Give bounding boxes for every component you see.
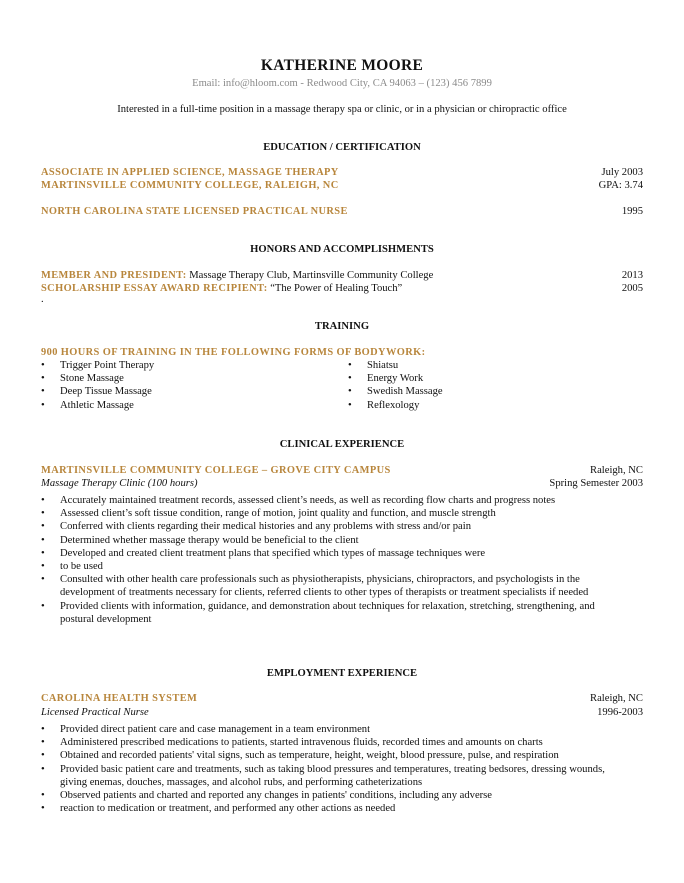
honors-heading: HONORS AND ACCOMPLISHMENTS [250, 244, 434, 255]
employment-date: 1996-2003 [597, 707, 643, 718]
education-license: NORTH CAROLINA STATE LICENSED PRACTICAL NURSE [41, 206, 348, 217]
training-list-left [41, 359, 321, 412]
list-item: • Swedish Massage [348, 385, 628, 398]
contact-line: Email: info@hloom.com - Redwood City, CA 94063 – (123) 456 7899 [192, 78, 492, 89]
list-item: • Provided basic patient care and treatments, such as taking blood pressures and temperatures, treating bedsores, dressing wounds, giving enemas, douches, massages, and alcohol rubs, and performing catheterizations [41, 763, 606, 789]
candidate-name: KATHERINE MOORE [260, 57, 424, 74]
list-item: • Reflexology [348, 399, 628, 412]
honor-text: Massage Therapy Club, Martinsville Community College [186, 270, 434, 281]
list-item: • Deep Tissue Massage [41, 385, 321, 398]
list-item: • to be used [41, 560, 601, 573]
employment-location: Raleigh, NC [590, 693, 643, 704]
training-subheading: 900 HOURS OF TRAINING IN THE FOLLOWING FORMS OF BODYWORK: [41, 347, 426, 358]
employment-heading: EMPLOYMENT EXPERIENCE [266, 668, 418, 679]
clinical-org: MARTINSVILLE COMMUNITY COLLEGE – GROVE CITY CAMPUS [41, 465, 391, 476]
list-item: • Obtained and recorded patients' vital signs, such as temperature, height, weight, blood pressure, pulse, and respiration [41, 749, 606, 762]
list-item: • Determined whether massage therapy would be beneficial to the client [41, 534, 601, 547]
education-heading: EDUCATION / CERTIFICATION [263, 142, 421, 153]
list-item: • Accurately maintained treatment records, assessed client’s needs, as well as recording flow charts and progress notes [41, 494, 601, 507]
clinical-date: Spring Semester 2003 [549, 478, 643, 489]
training-heading: TRAINING [314, 321, 370, 332]
list-item: • Conferred with clients regarding their medical histories and any problems with stress and/or pain [41, 520, 601, 533]
honor-label: MEMBER AND PRESIDENT: [41, 270, 187, 281]
honor-item [41, 269, 433, 282]
honor-year: 2005 [621, 283, 643, 294]
honor-text: “The Power of Healing Touch” [267, 283, 403, 294]
list-item: • Shiatsu [348, 359, 628, 372]
list-item: • Athletic Massage [41, 399, 321, 412]
list-item: • Stone Massage [41, 372, 321, 385]
list-item: • Provided direct patient care and case management in a team environment [41, 723, 606, 736]
list-item: • Developed and created client treatment plans that specified which types of massage techniques were [41, 547, 601, 560]
list-item: • Energy Work [348, 372, 628, 385]
employment-bullets [41, 723, 606, 815]
education-license-year: 1995 [621, 206, 643, 217]
training-list-right [348, 359, 628, 412]
list-item: • reaction to medication or treatment, and performed any other actions as needed [41, 802, 606, 815]
education-school: MARTINSVILLE COMMUNITY COLLEGE, RALEIGH, NC [41, 180, 339, 191]
list-item: • Trigger Point Therapy [41, 359, 321, 372]
list-item: • Provided clients with information, guidance, and demonstration about techniques for relaxation, stretching, strengthening, and postural development [41, 600, 601, 626]
honor-label: SCHOLARSHIP ESSAY AWARD RECIPIENT: [41, 283, 268, 294]
clinical-role: Massage Therapy Clinic (100 hours) [41, 478, 198, 489]
education-degree-date: July 2003 [601, 167, 643, 178]
list-item: • Administered prescribed medications to patients, started intravenous fluids, recorded times and amounts on charts [41, 736, 606, 749]
honor-year: 2013 [621, 270, 643, 281]
honor-item [41, 282, 402, 295]
employment-org: CAROLINA HEALTH SYSTEM [41, 693, 198, 704]
education-degree: ASSOCIATE IN APPLIED SCIENCE, MASSAGE THERAPY [41, 167, 339, 178]
employment-role: Licensed Practical Nurse [41, 707, 149, 718]
stray-mark: . [41, 294, 44, 305]
clinical-location: Raleigh, NC [590, 465, 643, 476]
list-item: • Consulted with other health care professionals such as physiotherapists, physicians, chiropractors, and psychologists in the development of treatments necessary for clients, referred clients to other types of therapists or treatment specialists if needed [41, 573, 601, 599]
clinical-heading: CLINICAL EXPERIENCE [279, 439, 405, 450]
list-item: • Assessed client’s soft tissue condition, range of motion, joint quality and function, and muscle strength [41, 507, 601, 520]
list-item: • Observed patients and charted and reported any changes in patients' conditions, including any adverse [41, 789, 606, 802]
education-gpa: GPA: 3.74 [598, 180, 643, 191]
clinical-bullets [41, 494, 601, 626]
objective-statement: Interested in a full-time position in a massage therapy spa or clinic, or in a physician or chiropractic office [117, 104, 567, 115]
